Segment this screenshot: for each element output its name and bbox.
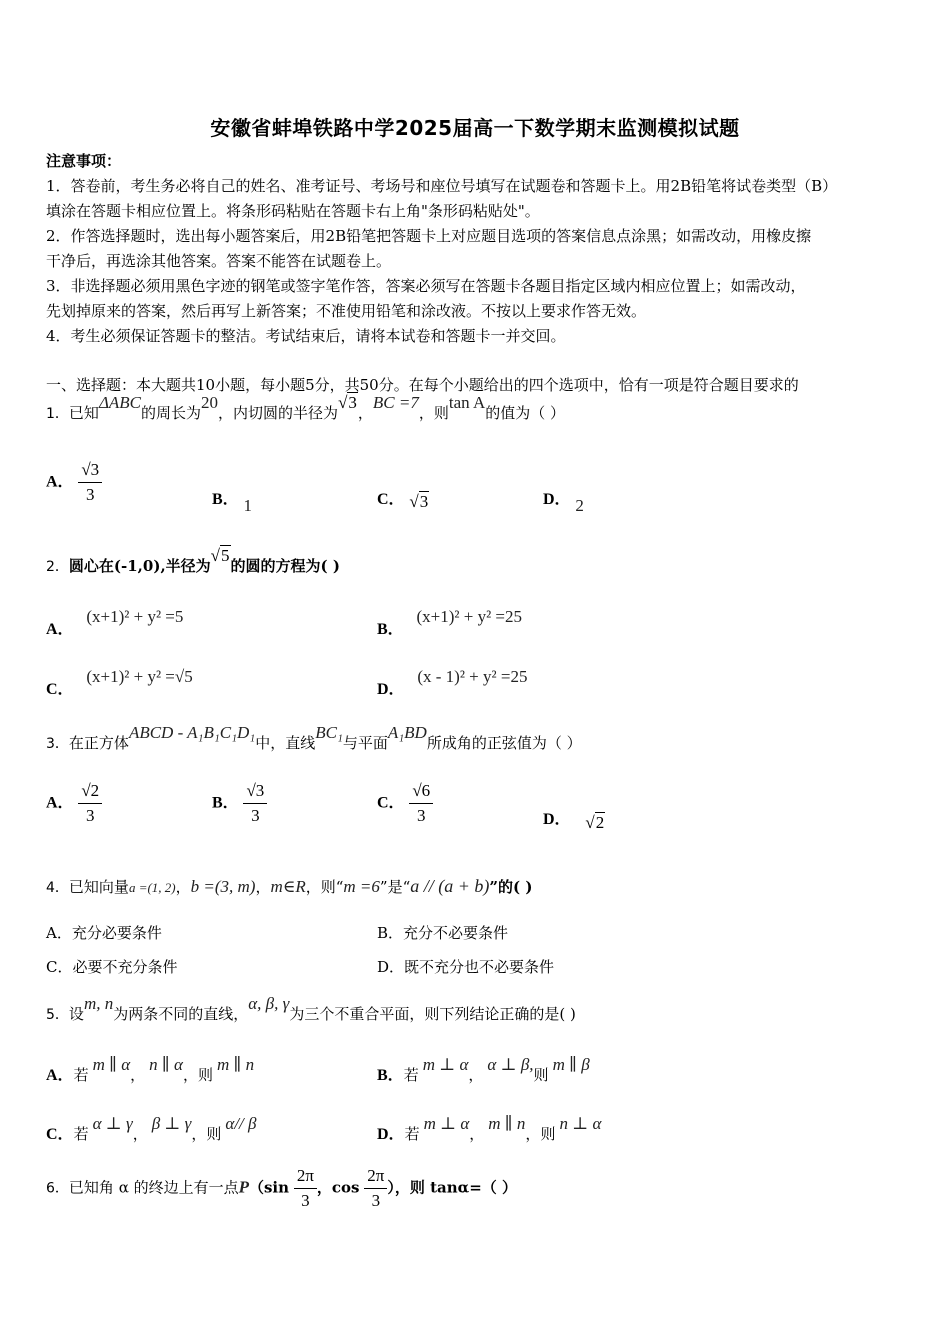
q4-option-a[interactable]: A．充分必要条件 — [46, 924, 162, 942]
question-number: 5． — [46, 1007, 69, 1023]
q5-option-b[interactable]: B．若m ⊥ α，α ⊥ β,则m ∥ β — [377, 1055, 590, 1084]
q4-option-d[interactable]: D．既不充分也不必要条件 — [377, 958, 555, 976]
question-text: 为三个不重合平面，则下列结论正确的是( ) — [289, 1005, 576, 1023]
q1-option-d[interactable]: D． 2 — [543, 491, 584, 515]
math-expr: m =6 — [343, 877, 380, 896]
question-text: ， — [357, 404, 373, 422]
q5-option-a[interactable]: A．若m ∥ α，n ∥ α，则m ∥ n — [46, 1055, 255, 1084]
q3-option-a[interactable]: A． $\frac{√2}{3}$ — [46, 781, 102, 826]
question-text: 与平面 — [342, 734, 388, 752]
math-expr: α, β, γ — [248, 994, 290, 1013]
question-number: 4． — [46, 880, 69, 896]
question-text: 所成角的正弦值为（ ） — [426, 734, 582, 752]
question-6 — [46, 1166, 517, 1211]
math-expr: A₁BD — [387, 723, 427, 742]
math-expr: P — [238, 1177, 249, 1197]
page-title: 安徽省蚌埠铁路中学2025届高一下数学期末监测模拟试题 — [210, 116, 740, 140]
question-text: 在正方体 — [68, 734, 129, 752]
notice-item-3b: 先划掉原来的答案，然后再写上新答案；不准使用铅笔和涂改液。不按以上要求作答无效。 — [46, 302, 647, 320]
notice-item-2b: 干净后，再选涂其他答案。答案不能答在试题卷上。 — [46, 252, 392, 270]
math-expr: 20 — [201, 393, 219, 412]
q1-option-c[interactable]: C． √3 — [377, 491, 429, 511]
question-number: 2． — [46, 559, 69, 575]
question-text: （sin — [248, 1178, 290, 1197]
question-text: ”的( ) — [489, 878, 533, 896]
question-4 — [46, 876, 532, 897]
q3-option-d[interactable]: D． √2 — [543, 811, 605, 832]
question-number: 6． — [46, 1180, 69, 1197]
notice-item-4: 4．考生必须保证答题卡的整洁。考试结束后，请将本试卷和答题卡一并交回。 — [46, 327, 566, 345]
notice-item-1a: 1．答卷前，考生务必将自己的姓名、准考证号、考场号和座位号填写在试题卷和答题卡上。用2B铅笔将试卷类型（B） — [46, 177, 838, 195]
fraction: $\frac{2\pi}{3}$ — [294, 1166, 317, 1211]
question-text: ，cos — [316, 1178, 360, 1197]
question-text: ”是“ — [379, 878, 411, 896]
math-expr: a // (a + b) — [410, 876, 490, 896]
question-text: 圆心在(-1,0),半径为 — [68, 557, 211, 575]
question-1 — [46, 393, 566, 423]
q2-option-c[interactable]: C． (x+1)² + y² =√5 — [46, 667, 193, 698]
question-3 — [46, 723, 582, 753]
notice-item-3a: 3．非选择题必须用黑色字迹的钢笔或签字笔作答，答案必须写在答题卡各题目指定区域内相应位置上；如需改动， — [46, 277, 806, 295]
q2-option-b[interactable]: B． (x+1)² + y² =25 — [377, 607, 522, 638]
notice-heading: 注意事项： — [46, 152, 122, 170]
fraction: $\frac{√3}{3}$ — [78, 460, 102, 505]
question-text: 的值为（ ） — [485, 404, 566, 422]
question-text: ），则 tanα=（ ） — [387, 1178, 518, 1197]
q3-option-c[interactable]: C． $\frac{√6}{3}$ — [377, 781, 433, 826]
question-text: 已知向量 — [68, 878, 129, 896]
fraction: $\frac{2\pi}{3}$ — [364, 1166, 387, 1211]
sqrt-expr: √3 — [338, 393, 357, 412]
q5-option-c[interactable]: C．若α ⊥ γ，β ⊥ γ，则α// β — [46, 1114, 257, 1143]
question-text: 设 — [68, 1005, 84, 1023]
question-text: ，则“ — [305, 878, 344, 896]
question-5 — [46, 994, 576, 1024]
notice-item-2a: 2．作答选择题时，选出每小题答案后，用2B铅笔把答题卡上对应题目选项的答案信息点涂黑；如需改动，用橡皮擦 — [46, 227, 812, 245]
math-expr: m∈R — [270, 877, 306, 896]
question-text: 的周长为 — [141, 404, 202, 422]
math-expr: BC =7 — [372, 393, 419, 412]
question-text: 已知角 α 的终边上有一点 — [68, 1178, 239, 1197]
question-text: ， — [255, 878, 271, 896]
question-number: 1． — [46, 406, 69, 422]
q1-option-a[interactable]: A． $\frac{√3}{3}$ — [46, 460, 102, 505]
math-expr: tan A — [448, 393, 486, 412]
section-heading: 一、选择题：本大题共10小题，每小题5分，共50分。在每个小题给出的四个选项中，恰有一项是符合题目要求的 — [46, 376, 799, 394]
question-2 — [46, 546, 340, 576]
q2-option-a[interactable]: A． (x+1)² + y² =5 — [46, 607, 184, 638]
question-text: 的圆的方程为( ) — [230, 557, 340, 575]
question-number: 3． — [46, 736, 69, 752]
question-text: ， — [175, 878, 191, 896]
math-expr: ΔABC — [98, 393, 142, 412]
q5-option-d[interactable]: D．若m ⊥ α，m ∥ n，则n ⊥ α — [377, 1114, 602, 1143]
sqrt-expr: √5 — [210, 546, 230, 565]
q2-option-d[interactable]: D． (x - 1)² + y² =25 — [377, 667, 528, 698]
math-expr: b =(3, m) — [190, 877, 256, 896]
math-expr: ABCD - A₁B₁C₁D₁ — [128, 723, 256, 742]
math-expr: m, n — [83, 994, 114, 1013]
notice-item-1b: 填涂在答题卡相应位置上。将条形码粘贴在答题卡右上角"条形码粘贴处"。 — [46, 202, 540, 220]
math-expr: BC₁ — [315, 723, 343, 742]
question-text: ，内切圆的半径为 — [218, 404, 339, 422]
q1-option-b[interactable]: B． 1 — [212, 491, 252, 515]
q4-option-b[interactable]: B．充分不必要条件 — [377, 924, 509, 942]
question-text: 为两条不同的直线， — [113, 1005, 249, 1023]
q4-option-c[interactable]: C．必要不充分条件 — [46, 958, 178, 976]
q3-option-b[interactable]: B． $\frac{√3}{3}$ — [212, 781, 267, 826]
question-text: 中，直线 — [255, 734, 316, 752]
question-text: ，则 — [418, 404, 449, 422]
question-text: 已知 — [68, 404, 99, 422]
math-expr: a =(1, 2) — [128, 880, 176, 895]
